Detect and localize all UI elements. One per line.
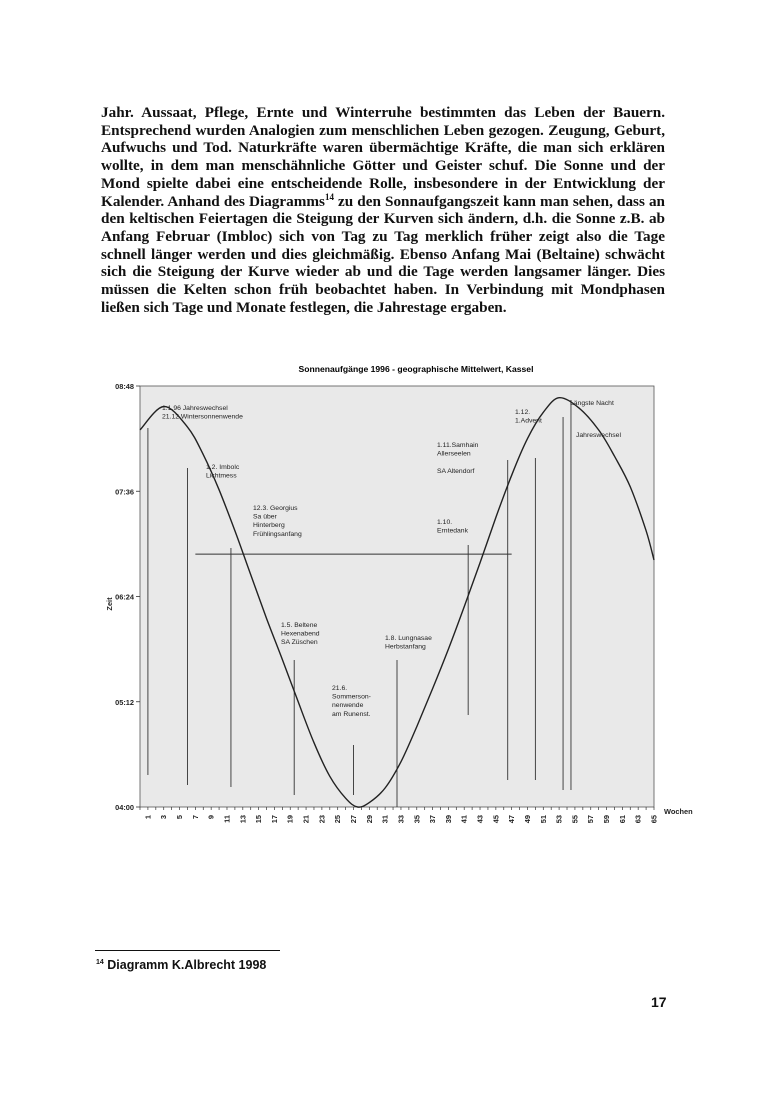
- footnote: [96, 958, 266, 972]
- x-tick-label: 23: [317, 815, 327, 824]
- x-tick-label: 25: [333, 815, 343, 824]
- annotation-label: Hexenabend: [281, 630, 320, 638]
- x-tick-label: 29: [364, 815, 374, 824]
- footnote-reference: 14: [324, 191, 334, 202]
- x-tick-label: 11: [222, 815, 232, 823]
- y-axis-ticks: [115, 382, 140, 812]
- annotation-label: am Runenst.: [332, 710, 371, 718]
- annotation-label: Sa über: [253, 513, 277, 521]
- annotation-label: 1.1.96 Jahreswechsel: [162, 405, 228, 412]
- x-tick-label: 57: [586, 815, 596, 824]
- annotation-label: SA Züschen: [281, 639, 318, 647]
- x-tick-label: 13: [238, 815, 248, 824]
- annotation-label: 21.6.: [332, 685, 348, 692]
- x-tick-label: 49: [522, 815, 532, 824]
- x-tick-label: 7: [190, 815, 200, 820]
- paragraph-text-2: zu den Sonnaufgangszeit kann man sehen, dass an den keltischen Feiertagen die Steigung der Kurven sich ändern, d.h. die Sonne z.B. ab Anfang Februar (Imbloc) sich von Tag zu Tag merklich früher zeigt also die Tage schnell länger werden und dies gleichmäßig. Ebenso Anfang Mai (Beltaine) schwächt sich die Steigung der Kurve wieder ab und die Tage werden langsamer länger. Dies müssen die Kelten schon früh beobachtet haben. In Verbindung mit Mondphasen ließen sich Tage und Monate festlegen, die Jahrestage ergaben.: [101, 192, 665, 316]
- x-tick-label: 47: [507, 815, 517, 824]
- x-tick-label: 61: [617, 815, 627, 824]
- annotation-label: 1.Advent: [515, 417, 542, 425]
- x-tick-label: 51: [538, 815, 548, 824]
- annotation-label: Herbstanfang: [385, 643, 426, 651]
- x-tick-label: 41: [459, 815, 469, 824]
- x-tick-label: 39: [443, 815, 453, 824]
- y-tick-label: 05:12: [115, 697, 134, 707]
- annotation-label: 1.5. Beltene: [281, 622, 318, 629]
- annotation-label: 1.10.: [437, 519, 453, 526]
- annotation-label: SA Altendorf: [437, 467, 475, 475]
- x-tick-label: 37: [428, 815, 438, 824]
- y-tick-label: 08:48: [115, 382, 134, 391]
- annotation-label: Sommerson-: [332, 693, 371, 701]
- x-tick-label: 17: [269, 815, 279, 824]
- y-axis-label: Zeit: [105, 597, 114, 611]
- x-tick-label: 33: [396, 815, 406, 824]
- annotation-label: nenwende: [332, 702, 364, 710]
- x-tick-label: 65: [649, 815, 659, 824]
- annotation-label: 1.11.Samhain: [437, 442, 479, 449]
- annotation-label: Jahreswechsel: [576, 432, 621, 439]
- x-axis-label: Wochen: [664, 807, 693, 816]
- y-tick-label: 04:00: [115, 803, 134, 812]
- x-tick-label: 55: [570, 815, 580, 824]
- annotation-label: 1.8. Lungnasae: [385, 635, 432, 642]
- x-tick-label: 27: [349, 815, 359, 824]
- paragraph-text-1: Jahr. Aussaat, Pflege, Ernte und Winterruhe bestimmten das Leben der Bauern. Entsprechend wurden Analogien zum menschlichen Leben gezogen. Zeugung, Geburt, Aufwuchs und Tod. Naturkräfte waren übermächtige Kräfte, die man sich erklären wollte, in dem man menschähnliche Götter und Geister schuf. Die Sonne und der Mond spielte dabei eine entscheidende Rolle, insbesondere in der Entwicklung der Kalender. Anhand des Diagramms: [101, 104, 665, 210]
- footnote-divider: [95, 950, 280, 951]
- y-tick-label: 07:36: [115, 487, 134, 497]
- annotation-label: 1.12.: [515, 409, 531, 416]
- x-tick-label: 45: [491, 815, 501, 824]
- footnote-mark: 14: [96, 958, 104, 966]
- y-tick-label: 06:24: [115, 592, 134, 602]
- x-tick-label: 31: [380, 815, 390, 824]
- x-tick-label: 35: [412, 815, 422, 824]
- footnote-text: Diagramm K.Albrecht 1998: [103, 958, 267, 972]
- page-number: 17: [651, 994, 667, 1010]
- x-tick-label: 5: [175, 815, 185, 820]
- x-tick-label: 53: [554, 815, 564, 824]
- annotation-label: 12.3. Georgius: [253, 505, 298, 512]
- x-tick-label: 21: [301, 815, 311, 824]
- annotation-label: Lichtmess: [206, 472, 237, 480]
- x-tick-label: 63: [633, 815, 643, 824]
- annotation-label: 21.12.Wintersonnenwende: [162, 413, 243, 421]
- x-axis-ticks: [140, 807, 659, 823]
- chart-title: Sonnenaufgänge 1996 - geographische Mittelwert, Kassel: [298, 364, 534, 374]
- x-tick-label: 43: [475, 815, 485, 824]
- x-tick-label: 3: [159, 815, 169, 820]
- annotation-label: Hinterberg: [253, 522, 285, 530]
- x-tick-label: 59: [602, 815, 612, 824]
- x-tick-label: 9: [206, 815, 216, 820]
- annotation-label: 1.2. Imbolc: [206, 464, 240, 471]
- x-tick-label: 15: [254, 815, 264, 824]
- x-tick-label: 19: [285, 815, 295, 824]
- x-tick-label: 1: [143, 815, 153, 820]
- annotation-label: Frühlingsanfang: [253, 530, 302, 538]
- annotation-label: Erntedank: [437, 527, 468, 535]
- annotation-label: Längste Nacht: [570, 400, 614, 407]
- annotation-label: Allerseelen: [437, 450, 471, 458]
